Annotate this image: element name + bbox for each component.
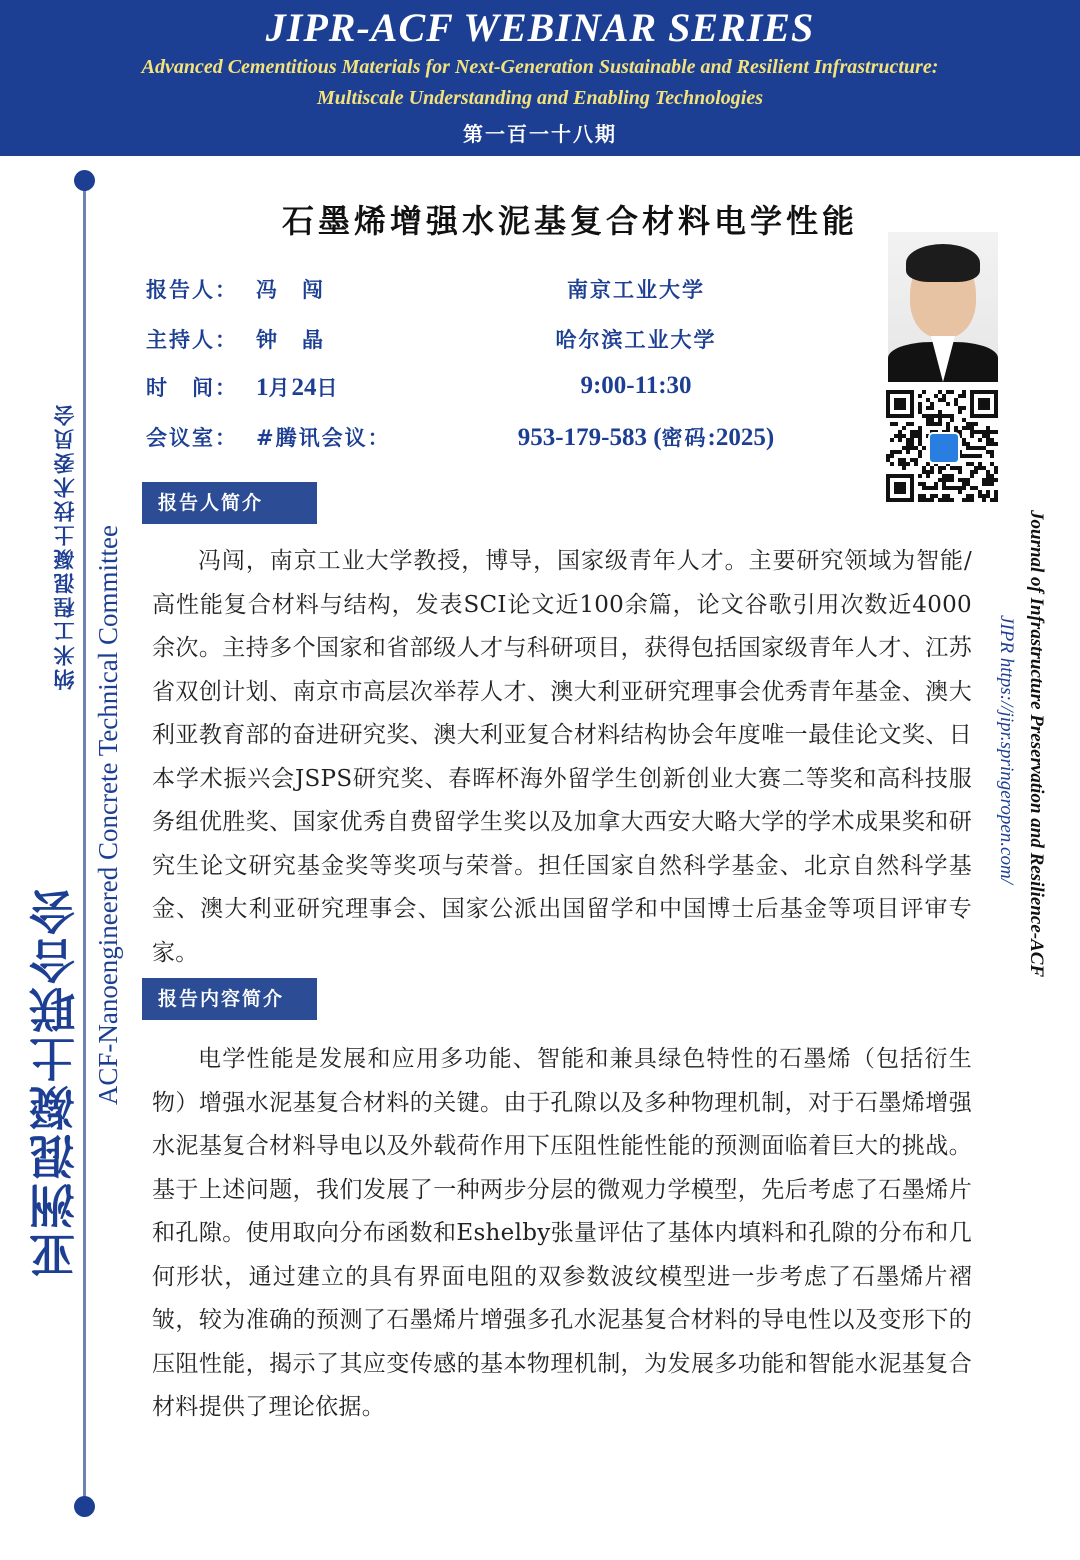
reporter-affiliation: 南京工业大学 <box>567 277 705 302</box>
bio-text: 冯闯，南京工业大学教授，博导，国家级青年人才。主要研究领域为智能/高性能复合材料与结构，发表SCI论文近100余篇，论文谷歌引用次数近4000余次。主持多个国家和省部级人才与科研项目，获得包括国家级青年人才、江苏省双创计划、南京市高层次举荐人才、澳大利亚研究理事会优秀青年基金、澳大利亚教育部的奋进研究奖、澳大利亚复合材料结构协会年度唯一最佳论文奖、日本学术振兴会JSPS研究奖、春晖杯海外留学生创新创业大赛二等奖和高科技服务组优胜奖、国家优秀自费留学生奖以及加拿大西安大略大学的学术成果奖和研究生论文研究基金奖等奖项与荣誉。担任国家自然科学基金、北京自然科学基金、澳大利亚研究理事会、国家公派出国留学和中国博士后基金等项目评审专家。 <box>152 548 972 966</box>
reporter-name: 冯 闯 <box>256 277 325 302</box>
meeting-platform: #腾讯会议： <box>256 425 391 450</box>
series-title: JIPR-ACF WEBINAR SERIES <box>265 5 815 50</box>
meeting-id[interactable]: 953-179-583 (密码:2025) <box>517 424 775 451</box>
content-text: 电学性能是发展和应用多功能、智能和兼具绿色特性的石墨烯（包括衍生物）增强水泥基复合材料的关键。由于孔隙以及多种物理机制，对于石墨烯增强水泥基复合材料导电以及外载荷作用下压阻性能性能的预测面临着巨大的挑战。基于上述问题，我们发展了一种两步分层的微观力学模型，先后考虑了石墨烯片和孔隙。使用取向分布函数和Eshelby张量评估了基体内填料和孔隙的分布和几何形状，通过建立的具有界面电阻的双参数波纹模型进一步考虑了石墨烯片褶皱，较为准确的预测了石墨烯片增强多孔水泥基复合材料的导电性以及变形下的压阻性能，揭示了其应变传感的基本物理机制，为发展多功能和智能水泥基复合材料提供了理论依据。 <box>152 1046 972 1420</box>
divider-dot-bottom <box>74 1496 95 1517</box>
content-heading: 报告内容简介 <box>142 978 317 1020</box>
host-name: 钟 晶 <box>256 327 325 352</box>
time-label: 时 间： <box>146 375 238 400</box>
date-value: 1月24日 <box>256 374 340 401</box>
speaker-photo <box>888 232 998 382</box>
bio-heading: 报告人简介 <box>142 482 317 524</box>
journal-name: Journal of Infrastructure Preservation and Resilience-ACF <box>1026 510 1047 978</box>
room-label: 会议室： <box>146 425 238 450</box>
talk-title: 石墨烯增强水泥基复合材料电学性能 <box>281 202 858 240</box>
qr-code-icon[interactable] <box>886 390 998 502</box>
committee-name-en: ACF-Nanoengineered Concrete Technical Committee <box>93 525 123 1106</box>
acf-name-cn: 亚洲混凝土联合会 <box>28 886 82 1278</box>
host-affiliation: 哈尔滨工业大学 <box>555 327 717 352</box>
divider-dot-top <box>74 170 95 191</box>
reporter-label: 报告人： <box>146 277 238 302</box>
time-range: 9:00-11:30 <box>580 372 692 399</box>
host-label: 主持人： <box>146 327 238 352</box>
committee-name-cn: 纳米工程混凝土技术委员会 <box>52 402 77 690</box>
left-divider-line <box>83 180 86 1508</box>
tencent-meeting-logo-icon <box>928 432 960 464</box>
header-banner <box>0 0 1080 156</box>
journal-url[interactable]: JIPR https://jipr.springeropen.com/ <box>996 615 1017 884</box>
issue-number: 第一百一十八期 <box>463 122 617 146</box>
subtitle-line-2: Multiscale Understanding and Enabling Technologies <box>316 87 763 109</box>
subtitle-line-1: Advanced Cementitious Materials for Next-Generation Sustainable and Resilient Infrastructure: <box>141 56 939 78</box>
